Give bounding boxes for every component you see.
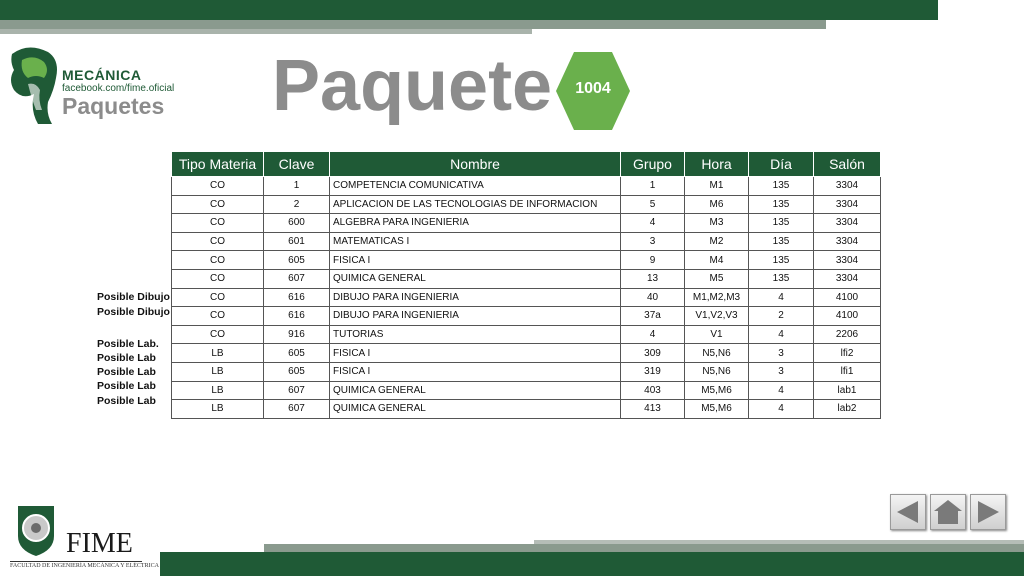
arrow-right-icon	[971, 495, 1005, 529]
table-cell: M5,M6	[685, 381, 749, 400]
note-label: Posible Lab	[97, 352, 156, 364]
note-label: Posible Lab	[97, 366, 156, 378]
table-cell: 607	[264, 381, 330, 400]
column-header: Nombre	[330, 152, 621, 177]
fime-subtitle: FACULTAD DE INGENIERÍA MECÁNICA Y ELÉCTRICA	[10, 563, 159, 569]
table-cell: FISICA I	[330, 362, 621, 381]
fime-divider	[10, 561, 142, 562]
table-body	[172, 177, 881, 419]
top-banner-dark	[0, 0, 938, 20]
bottom-banner-dark	[160, 552, 1024, 576]
table-cell: 4	[621, 325, 685, 344]
table-cell: M6	[685, 195, 749, 214]
brand-name: MECÁNICA	[62, 67, 142, 83]
table-row	[172, 214, 881, 233]
table-cell: M1	[685, 177, 749, 196]
table-cell: 135	[749, 232, 814, 251]
table-row	[172, 307, 881, 326]
table-cell: LB	[172, 362, 264, 381]
table-cell: 4	[749, 400, 814, 419]
table-cell: LB	[172, 400, 264, 419]
table-cell: CO	[172, 251, 264, 270]
table-cell: 37a	[621, 307, 685, 326]
table-cell: M2	[685, 232, 749, 251]
table-row	[172, 251, 881, 270]
table-cell: 4100	[814, 288, 881, 307]
table-row	[172, 232, 881, 251]
table-cell: 1	[621, 177, 685, 196]
table-cell: M5	[685, 269, 749, 288]
table-cell: 3	[749, 344, 814, 363]
table-cell: 1	[264, 177, 330, 196]
table-cell: 616	[264, 307, 330, 326]
table-cell: 616	[264, 288, 330, 307]
bottom-banner-gray	[264, 544, 1024, 552]
table-row	[172, 400, 881, 419]
table-cell: lab2	[814, 400, 881, 419]
table-cell: 3304	[814, 232, 881, 251]
table-cell: 607	[264, 400, 330, 419]
column-header: Hora	[685, 152, 749, 177]
table-cell: CO	[172, 307, 264, 326]
table-cell: 135	[749, 269, 814, 288]
table-cell: lfi1	[814, 362, 881, 381]
table-cell: 135	[749, 214, 814, 233]
table-cell: 3304	[814, 214, 881, 233]
table-cell: CO	[172, 232, 264, 251]
table-row	[172, 177, 881, 196]
table-cell: 600	[264, 214, 330, 233]
table-cell: 3	[621, 232, 685, 251]
table-cell: LB	[172, 344, 264, 363]
table-cell: 135	[749, 195, 814, 214]
table-cell: 607	[264, 269, 330, 288]
table-cell: 3	[749, 362, 814, 381]
table-cell: M4	[685, 251, 749, 270]
table-cell: M5,M6	[685, 400, 749, 419]
table-cell: FISICA I	[330, 251, 621, 270]
page-title: Paquete	[272, 46, 553, 126]
column-header: Grupo	[621, 152, 685, 177]
table-row	[172, 269, 881, 288]
table-cell: CO	[172, 177, 264, 196]
table-cell: V1	[685, 325, 749, 344]
table-cell: 2	[749, 307, 814, 326]
package-table	[171, 151, 881, 419]
next-button[interactable]	[970, 494, 1006, 530]
table-cell: 135	[749, 251, 814, 270]
table-cell: QUIMICA GENERAL	[330, 400, 621, 419]
note-label: Posible Dibujo	[97, 291, 170, 303]
column-header: Salón	[814, 152, 881, 177]
table-cell: 4	[749, 288, 814, 307]
table-cell: COMPETENCIA COMUNICATIVA	[330, 177, 621, 196]
table-cell: DIBUJO PARA INGENIERIA	[330, 307, 621, 326]
table-cell: TUTORIAS	[330, 325, 621, 344]
table-cell: N5,N6	[685, 362, 749, 381]
table-cell: 413	[621, 400, 685, 419]
table-cell: 319	[621, 362, 685, 381]
table-cell: 135	[749, 177, 814, 196]
table-cell: V1,V2,V3	[685, 307, 749, 326]
table-cell: 40	[621, 288, 685, 307]
top-banner-gray	[0, 20, 826, 29]
table-cell: 13	[621, 269, 685, 288]
column-header: Clave	[264, 152, 330, 177]
table-row	[172, 288, 881, 307]
table-cell: 9	[621, 251, 685, 270]
table-cell: CO	[172, 325, 264, 344]
note-label: Posible Lab.	[97, 338, 159, 350]
table-cell: 309	[621, 344, 685, 363]
previous-button[interactable]	[890, 494, 926, 530]
table-cell: 605	[264, 251, 330, 270]
table-cell: lab1	[814, 381, 881, 400]
note-label: Posible Lab	[97, 380, 156, 392]
brand-section: Paquetes	[62, 93, 165, 119]
column-header: Día	[749, 152, 814, 177]
brand-text-block	[62, 68, 174, 118]
table-cell: LB	[172, 381, 264, 400]
table-cell: MATEMATICAS I	[330, 232, 621, 251]
table-cell: 601	[264, 232, 330, 251]
table-cell: 5	[621, 195, 685, 214]
brand-facebook: facebook.com/fime.oficial	[62, 83, 175, 94]
table-cell: 4	[749, 381, 814, 400]
table-row	[172, 381, 881, 400]
table-cell: APLICACION DE LAS TECNOLOGIAS DE INFORMACION	[330, 195, 621, 214]
table-row	[172, 195, 881, 214]
table-cell: lfi2	[814, 344, 881, 363]
table-cell: 605	[264, 362, 330, 381]
table-cell: QUIMICA GENERAL	[330, 269, 621, 288]
table-cell: 3304	[814, 177, 881, 196]
table-cell: QUIMICA GENERAL	[330, 381, 621, 400]
table-cell: 2206	[814, 325, 881, 344]
table-cell: 403	[621, 381, 685, 400]
column-header: Tipo Materia	[172, 152, 264, 177]
table-cell: 4	[621, 214, 685, 233]
table-cell: 4100	[814, 307, 881, 326]
table-cell: M3	[685, 214, 749, 233]
fime-emblem-icon	[14, 502, 58, 558]
table-cell: 3304	[814, 269, 881, 288]
table-row	[172, 362, 881, 381]
table-cell: M1,M2,M3	[685, 288, 749, 307]
home-button[interactable]	[930, 494, 966, 530]
table-cell: CO	[172, 195, 264, 214]
table-row	[172, 344, 881, 363]
note-label: Posible Lab	[97, 395, 156, 407]
table-cell: 3304	[814, 195, 881, 214]
table-cell: CO	[172, 288, 264, 307]
package-number: 1004	[575, 80, 611, 97]
table-cell: 3304	[814, 251, 881, 270]
top-banner-light	[0, 29, 532, 34]
table-cell: 605	[264, 344, 330, 363]
note-label: Posible Dibujo	[97, 306, 170, 318]
table-cell: CO	[172, 214, 264, 233]
table-cell: 2	[264, 195, 330, 214]
table-cell: DIBUJO PARA INGENIERIA	[330, 288, 621, 307]
table-cell: ALGEBRA PARA INGENIERIA	[330, 214, 621, 233]
table-cell: 916	[264, 325, 330, 344]
table-row	[172, 325, 881, 344]
table-header-row	[172, 152, 881, 177]
table-cell: FISICA I	[330, 344, 621, 363]
fime-logo-text: FIME	[66, 528, 133, 559]
table-cell: N5,N6	[685, 344, 749, 363]
table-cell: CO	[172, 269, 264, 288]
arrow-left-icon	[891, 495, 925, 529]
home-icon	[931, 495, 965, 529]
table-cell: 4	[749, 325, 814, 344]
